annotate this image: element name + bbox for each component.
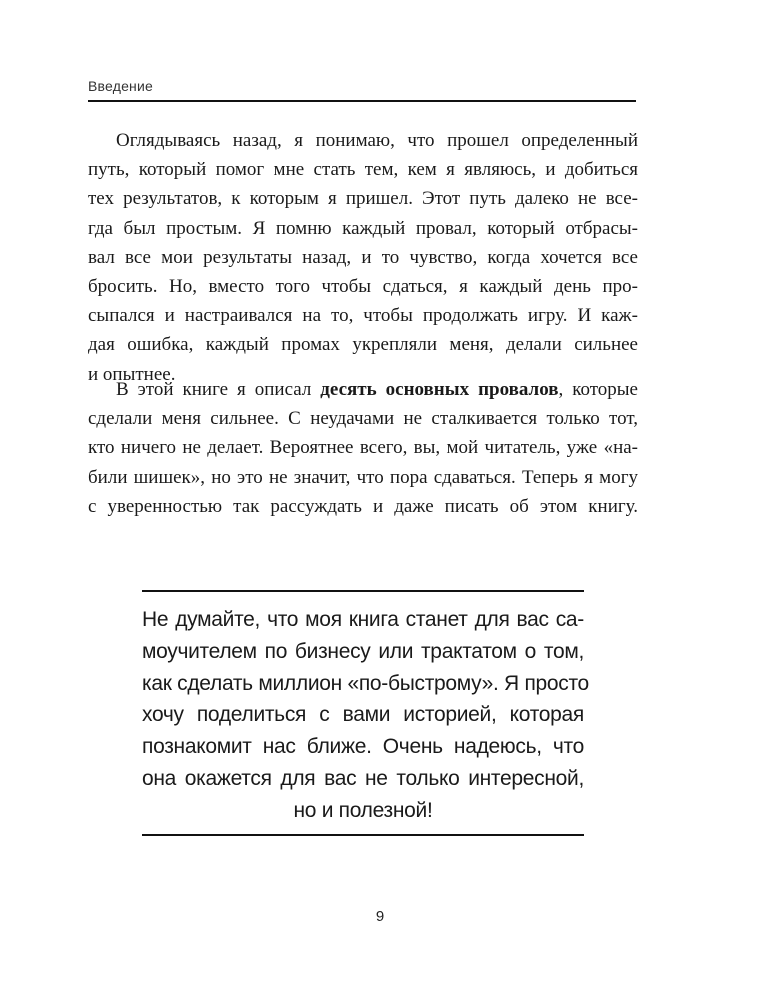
paragraph-line: бросить. Но, вместо того чтобы сдаться, я каждый день про- <box>88 276 638 298</box>
pull-quote-line: познакомит нас ближе. Очень надеюсь, что <box>142 735 584 759</box>
paragraph-line: тех результатов, к которым я пришел. Этот путь далеко не все- <box>88 188 638 210</box>
page-number: 9 <box>375 908 385 925</box>
paragraph-1 <box>88 126 638 389</box>
pull-quote-top-rule <box>142 590 584 592</box>
paragraph-line: сыпался и настраивался на то, чтобы продолжать игру. И каж- <box>88 305 638 327</box>
pull-quote-line: Не думайте, что моя книга станет для вас са- <box>142 608 584 631</box>
text-run: , которые <box>558 379 638 400</box>
paragraph-2 <box>88 375 638 521</box>
pull-quote-bottom-rule <box>142 834 584 836</box>
paragraph-line: с уверенностью так рассуждать и даже писать об этом книгу. <box>88 495 638 517</box>
text-run: В этой книге я описал <box>116 379 321 400</box>
pull-quote-line: моучителем по бизнесу или трактатом о том, <box>142 639 584 663</box>
paragraph-line: вал все мои результаты назад, и то чувство, когда хочется все <box>88 246 638 268</box>
pull-quote <box>142 604 589 827</box>
pull-quote-line: но и полезной! <box>293 798 433 822</box>
paragraph-line: били шишек», но это не значит, что пора сдаваться. Теперь я могу <box>88 466 638 488</box>
paragraph-line: кто ничего не делает. Вероятнее всего, вы, мой читатель, уже «на- <box>88 437 638 459</box>
paragraph-line: путь, который помог мне стать тем, кем я являюсь, и добиться <box>88 159 638 181</box>
pull-quote-line: хочу поделиться с вами историей, которая <box>142 703 584 727</box>
pull-quote-line: она окажется для вас не только интересной, <box>142 766 584 790</box>
pull-quote-line: как сделать миллион «по-быстрому». Я просто <box>142 671 589 695</box>
running-head: Введение <box>88 78 153 94</box>
header-rule <box>88 100 636 102</box>
paragraph-line: сделали меня сильнее. С неудачами не сталкивается только тот, <box>88 408 638 430</box>
paragraph-line: и опытнее. <box>88 363 176 385</box>
paragraph-line: гда был простым. Я помню каждый провал, который отбрасы- <box>88 217 638 239</box>
paragraph-line <box>88 375 638 404</box>
paragraph-line: дая ошибка, каждый промах укрепляли меня, делали сильнее <box>88 334 638 356</box>
emphasized-phrase: десять основных провалов <box>320 379 559 400</box>
paragraph-line: Оглядываясь назад, я понимаю, что прошел определенный <box>116 130 638 151</box>
